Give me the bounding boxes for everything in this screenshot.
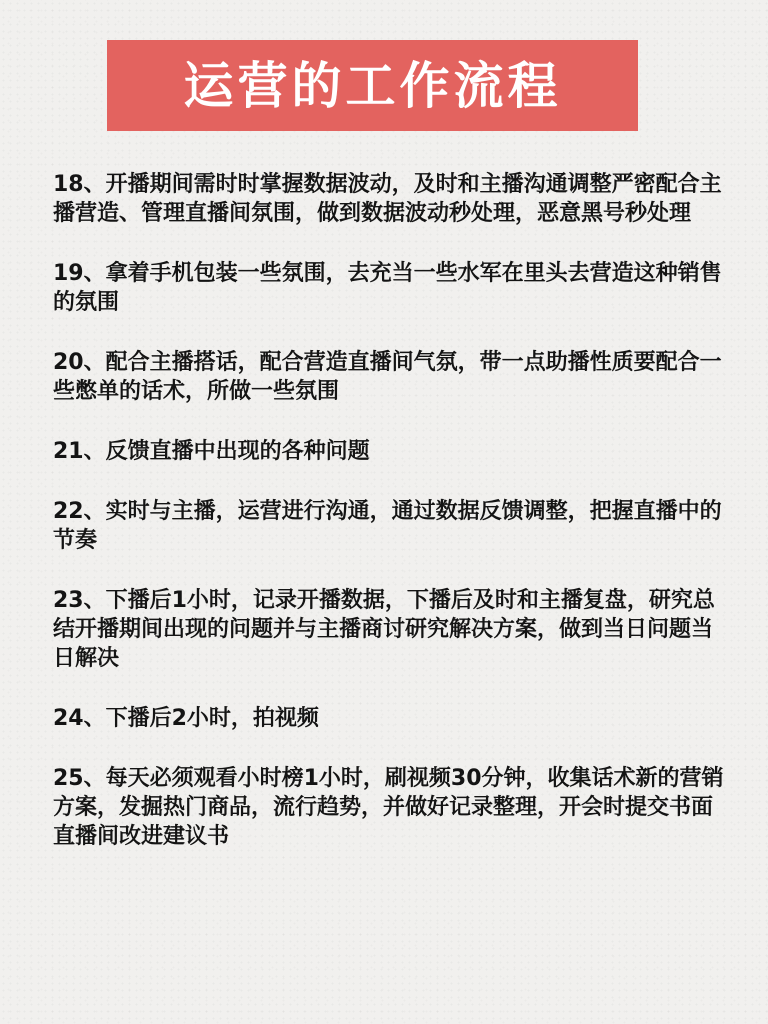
step-21: 21、反馈直播中出现的各种问题 [53,439,370,464]
step-20: 20、配合主播搭话，配合营造直播间气氛，带一点助播性质要配合一些憋单的话术，所做一些氛围 [53,350,722,404]
workflow-steps-list [53,170,725,882]
page-title: 运营的工作流程 [183,56,562,115]
title-banner [107,40,638,131]
step-19: 19、拿着手机包装一些氛围，去充当一些水军在里头去营造这种销售的氛围 [53,261,722,315]
step-18: 18、开播期间需时时掌握数据波动，及时和主播沟通调整严密配合主播营造、管理直播间氛围，做到数据波动秒处理，恶意黑号秒处理 [53,172,722,226]
step-25: 25、每天必须观看小时榜1小时，刷视频30分钟，收集话术新的营销方案，发掘热门商品，流行趋势，并做好记录整理，开会时提交书面直播间改进建议书 [53,766,724,849]
step-23: 23、下播后1小时，记录开播数据，下播后及时和主播复盘，研究总结开播期间出现的问题并与主播商讨研究解决方案，做到当日问题当日解决 [53,588,715,671]
step-22: 22、实时与主播，运营进行沟通，通过数据反馈调整，把握直播中的节奏 [53,499,722,553]
step-24: 24、下播后2小时，拍视频 [53,706,319,731]
